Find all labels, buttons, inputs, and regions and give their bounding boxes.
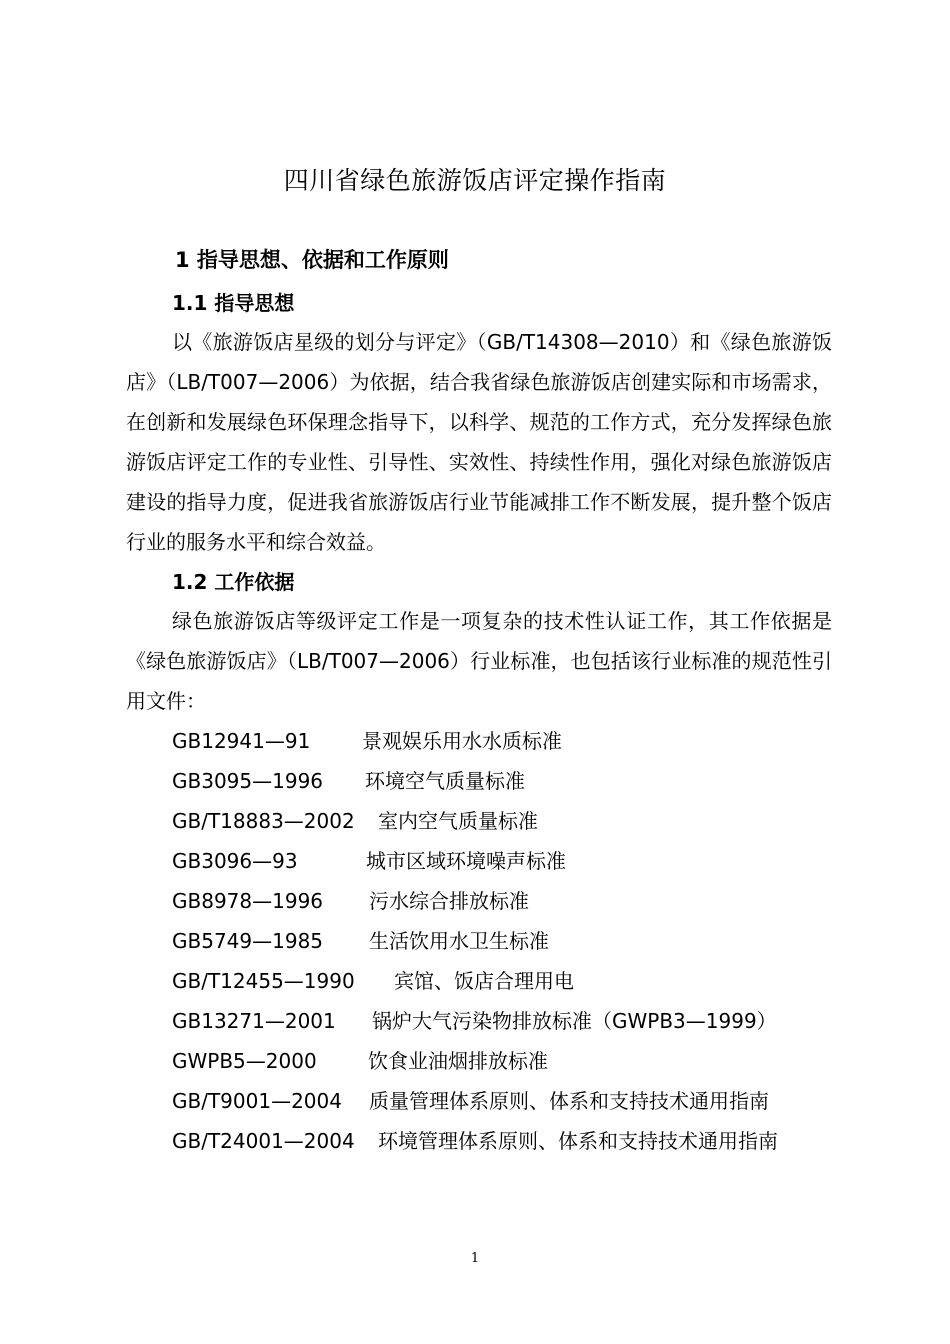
section-1-2-paragraph: 绿色旅游饭店等级评定工作是一项复杂的技术性认证工作，其工作依据是《绿色旅游饭店》（LB/T007—2006）行业标准，也包括该行业标准的规范性引用文件： [126, 609, 832, 713]
standard-item [172, 1121, 852, 1161]
standard-code: GB3096—93 [172, 849, 298, 873]
section-1-1-heading: 1.1 指导思想 [172, 291, 295, 315]
standard-code: GB12941—91 [172, 729, 311, 753]
standard-item [172, 721, 852, 761]
standard-item [172, 801, 852, 841]
page-number: 1 [470, 1251, 480, 1266]
standard-name: 锅炉大气污染物排放标准（GWPB3—1999） [372, 1009, 777, 1033]
page-title: 四川省绿色旅游饭店评定操作指南 [283, 166, 667, 195]
standard-code: GB13271—2001 [172, 1009, 336, 1033]
standard-item [172, 761, 852, 801]
standard-name: 环境空气质量标准 [365, 769, 525, 793]
standards-list [172, 721, 852, 1161]
standard-code: GB3095—1996 [172, 769, 324, 793]
standard-item [172, 1081, 852, 1121]
standard-code: GB8978—1996 [172, 889, 324, 913]
standard-name: 城市区域环境噪声标准 [366, 849, 566, 873]
standard-code: GB5749—1985 [172, 929, 324, 953]
standard-code: GB/T18883—2002 [172, 809, 355, 833]
section-1-1-paragraph: 以《旅游饭店星级的划分与评定》（GB/T14308—2010）和《绿色旅游饭店》（LB/T007—2006）为依据，结合我省绿色旅游饭店创建实际和市场需求，在创新和发展绿色环保理念指导下，以科学、规范的工作方式，充分发挥绿色旅游饭店评定工作的专业性、引导性、实效性、持续性作用，强化对绿色旅游饭店建设的指导力度，促进我省旅游饭店行业节能减排工作不断发展，提升整个饭店行业的服务水平和综合效益。 [126, 330, 832, 554]
standard-name: 污水综合排放标准 [369, 889, 529, 913]
standard-name: 宾馆、饭店合理用电 [394, 969, 574, 993]
standard-name: 室内空气质量标准 [378, 809, 538, 833]
standard-name: 质量管理体系原则、体系和支持技术通用指南 [369, 1089, 769, 1113]
section-1-heading: 1 指导思想、依据和工作原则 [175, 248, 449, 272]
standard-item [172, 961, 852, 1001]
standard-name: 饮食业油烟排放标准 [368, 1049, 548, 1073]
standard-item [172, 1041, 852, 1081]
standard-name: 景观娱乐用水水质标准 [362, 729, 562, 753]
standard-code: GB/T12455—1990 [172, 969, 355, 993]
standard-item [172, 841, 852, 881]
standard-item [172, 1001, 852, 1041]
section-1-2-heading: 1.2 工作依据 [172, 570, 295, 594]
standard-code: GB/T9001—2004 [172, 1089, 342, 1113]
standard-name: 生活饮用水卫生标准 [369, 929, 549, 953]
standard-item [172, 921, 852, 961]
standard-code: GB/T24001—2004 [172, 1129, 355, 1153]
standard-name: 环境管理体系原则、体系和支持技术通用指南 [378, 1129, 778, 1153]
standard-item [172, 881, 852, 921]
standard-code: GWPB5—2000 [172, 1049, 317, 1073]
